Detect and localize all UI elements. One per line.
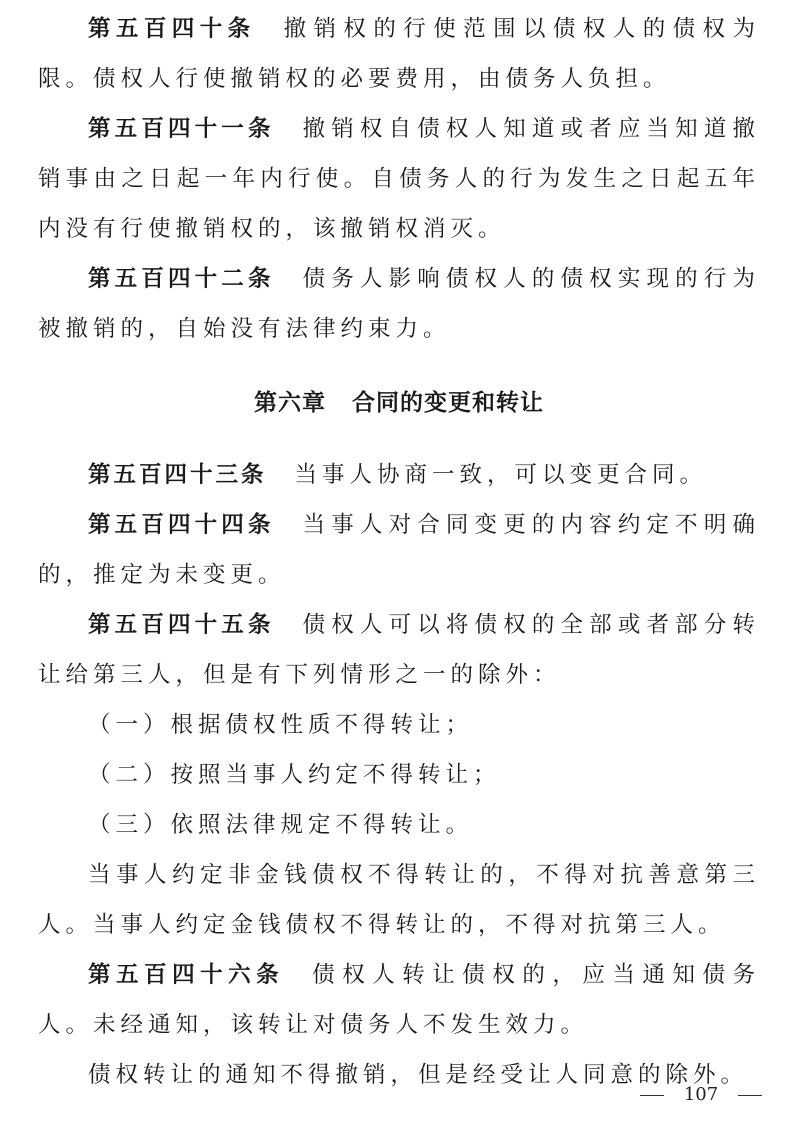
dash-right — [738, 1095, 762, 1096]
article-545 — [38, 600, 760, 700]
article-text: 撤销权的行使范围以债权人的债权为限。债权人行使撤销权的必要费用，由债务人负担。 — [38, 16, 760, 92]
article-544 — [38, 500, 760, 600]
page-number: 107 — [683, 1084, 719, 1105]
article-text: 债权人可以将债权的全部或者部分转让给第三人，但是有下列情形之一的除外： — [38, 612, 760, 688]
article-546 — [38, 950, 760, 1050]
article-label: 第五百四十四条 — [88, 512, 275, 538]
article-label: 第五百四十条 — [88, 16, 256, 42]
chapter-number: 第六章 — [254, 390, 326, 416]
article-542 — [38, 254, 760, 354]
chapter-heading — [38, 378, 760, 428]
article-545-extra-paragraph: 当事人约定非金钱债权不得转让的，不得对抗善意第三人。当事人约定金钱债权不得转让的，不得对抗第三人。 — [38, 862, 760, 938]
article-label: 第五百四十一条 — [88, 116, 275, 142]
article-label: 第五百四十三条 — [88, 462, 267, 488]
list-item: （二）按照当事人约定不得转让； — [88, 762, 501, 788]
article-text: 债权人转让债权的，应当通知债务人。未经通知，该转让对债务人不发生效力。 — [38, 962, 760, 1038]
article-text: 当事人对合同变更的内容约定不明确的，推定为未变更。 — [38, 512, 760, 588]
page-content — [38, 4, 760, 1100]
article-540 — [38, 4, 760, 104]
page-number-footer — [640, 1082, 762, 1108]
chapter-title: 合同的变更和转让 — [352, 390, 544, 416]
article-text: 撤销权自债权人知道或者应当知道撤销事由之日起一年内行使。自债务人的行为发生之日起五年内没有行使撤销权的，该撤销权消灭。 — [38, 116, 760, 242]
article-543 — [38, 450, 760, 500]
article-text: 债务人影响债权人的债权实现的行为被撤销的，自始没有法律约束力。 — [38, 266, 760, 342]
article-label: 第五百四十五条 — [88, 612, 275, 638]
article-541 — [38, 104, 760, 254]
article-label: 第五百四十六条 — [88, 962, 285, 988]
list-item: （一）根据债权性质不得转让； — [88, 712, 474, 738]
list-item: （三）依照法律规定不得转让。 — [88, 812, 474, 838]
article-text: 当事人协商一致，可以变更合同。 — [294, 462, 708, 488]
article-546-extra-paragraph: 债权转让的通知不得撤销，但是经受让人同意的除外。 — [88, 1062, 749, 1088]
dash-left — [640, 1095, 664, 1096]
article-label: 第五百四十二条 — [88, 266, 275, 292]
